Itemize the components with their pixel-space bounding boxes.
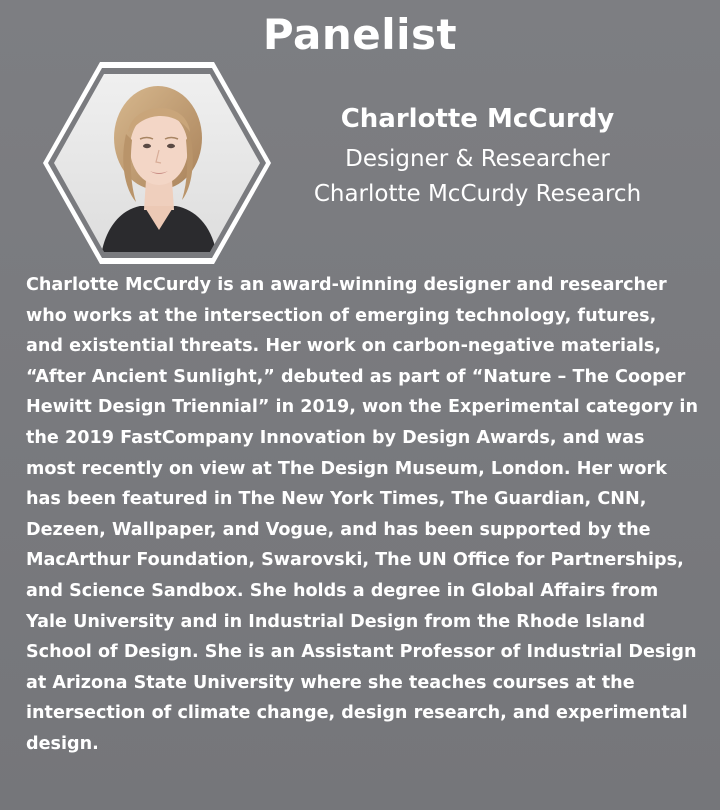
portrait-photo (40, 60, 274, 266)
panelist-name: Charlotte McCurdy (340, 104, 615, 134)
panelist-organization: Charlotte McCurdy Research (313, 181, 642, 207)
hexagon-portrait (40, 60, 274, 266)
panelist-role: Designer & Researcher (345, 146, 610, 172)
page-title: Panelist (262, 10, 458, 59)
panelist-bio: Charlotte McCurdy is an award-winning designer and researcher who works at the intersection of emerging technology, futures, and existential threats. Her work on carbon-negative materials, “After Ancient Sunlight,” debuted as part of “Nature – The Cooper Hewitt Design Triennial” in 2019, won the Experimental category in the 2019 FastCompany Innovation by Design Awards, and was most recently on view at The Design Museum, London. Her work has been featured in The New York Times, The Guardian, CNN, Dezeen, Wallpaper, and Vogue, and has been supported by the MacArthur Foundation, Swarovski, The UN Office for Partnerships, and Science Sandbox. She holds a degree in Global Affairs from Yale University and in Industrial Design from the Rhode Island School of Design. She is an Assistant Professor of Industrial Design at Arizona State University where she teaches courses at the intersection of climate change, design research, and experimental design. (26, 275, 698, 754)
